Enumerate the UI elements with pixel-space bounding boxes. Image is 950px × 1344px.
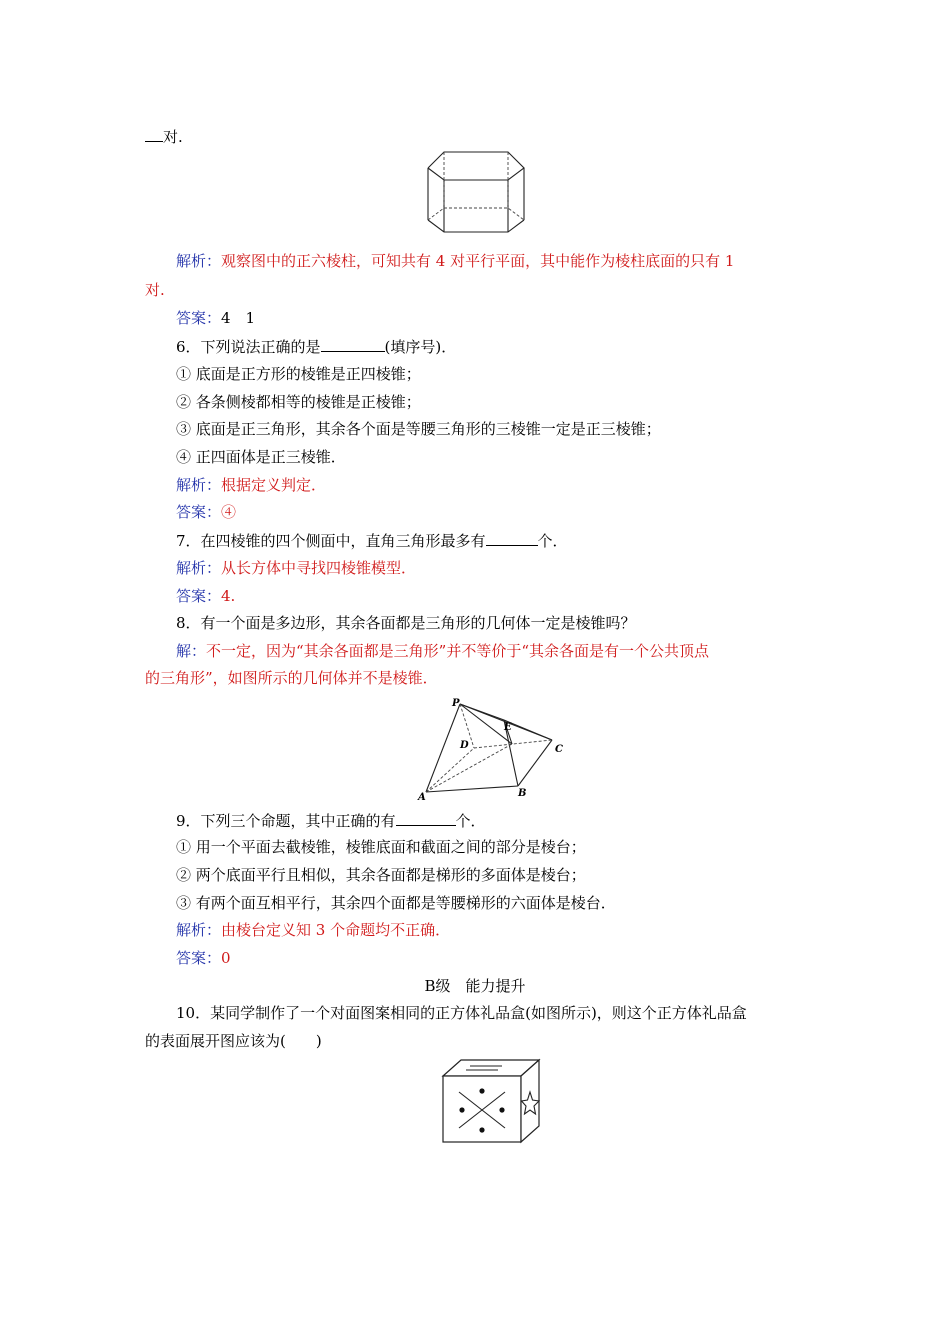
solution-label: 解析： [176,476,222,494]
polyhedron-figure [412,694,574,804]
q6-answer [176,502,236,522]
vertex-label-e: E [504,722,512,733]
q5-tail [145,126,183,147]
q7-stem-b: 个． [537,532,568,550]
vertex-label-p: P [452,698,460,709]
answer-value: 4 1 [221,309,256,327]
q7-answer [176,586,235,606]
solution-label: 解析： [176,559,222,577]
answer-label: 答案： [176,949,222,967]
q9-stem-b: 个． [455,812,486,830]
q6-stem-a: 6．下列说法正确的是 [176,338,321,356]
q10-stem-cont: 的表面展开图应该为( ) [145,1032,322,1050]
q9-stem [176,810,486,831]
vertex-label-c: C [555,744,563,755]
answer-label: 答案： [176,587,222,605]
q5-solution-cont: 对. [145,281,165,299]
solution-text: 由棱台定义知 3 个命题均不正确． [221,921,451,939]
section-heading: B级 能力提升 [424,977,526,995]
solution-text: 观察图中的正六棱柱，可知共有 4 对平行平面，其中能作为棱柱底面的只有 1 [221,252,735,270]
vertex-label-b: B [518,788,527,799]
q10-stem: 10．某同学制作了一个对面图案相同的正方体礼品盒(如图所示)，则这个正方体礼品盒 [176,1004,747,1022]
answer-label: 答案： [176,309,222,327]
q7-solution [176,558,416,578]
gift-box-figure [440,1058,544,1148]
q9-option-2: ② 两个底面平行且相似，其余各面都是梯形的多面体是棱台； [176,866,586,884]
answer-blank [321,336,385,352]
answer-blank [486,530,538,546]
q6-option-3: ③ 底面是正三角形，其余各个面是等腰三角形的三棱锥一定是正三棱锥； [176,420,661,438]
q8-solution-cont: 的三角形”，如图所示的几何体并不是棱锥． [145,669,438,687]
answer-blank [145,126,163,142]
q9-solution [176,920,450,940]
answer-blank [396,810,456,826]
solution-label: 解： [176,642,207,660]
answer-label: 答案： [176,503,222,521]
q7-stem [176,530,568,551]
answer-value: 0 [221,949,231,967]
solution-label: 解析： [176,921,222,939]
q8-stem: 8．有一个面是多边形，其余各面都是三角形的几何体一定是棱锥吗？ [176,614,636,632]
vertex-label-d: D [460,740,469,751]
q9-answer [176,948,231,968]
hexagonal-prism-figure [420,150,530,240]
solution-label: 解析： [176,252,222,270]
solution-text: 从长方体中寻找四棱锥模型． [221,559,417,577]
q9-option-1: ① 用一个平面去截棱锥，棱锥底面和截面之间的部分是棱台； [176,838,586,856]
q9-stem-a: 9．下列三个命题，其中正确的有 [176,812,396,830]
q5-solution [176,251,734,271]
q6-solution [176,475,326,495]
q5-answer [176,308,255,328]
answer-value: ④ [221,503,237,521]
answer-value: 4. [221,587,236,605]
q6-stem-b: (填序号)． [384,338,457,356]
q9-option-3: ③ 有两个面互相平行，其余四个面都是等腰梯形的六面体是棱台． [176,894,616,912]
q6-option-2: ② 各条侧棱都相等的棱锥是正棱锥； [176,393,421,411]
vertex-label-a: A [418,792,426,803]
solution-text: 根据定义判定． [221,476,327,494]
q5-end: 对. [163,128,183,146]
q7-stem-a: 7．在四棱锥的四个侧面中，直角三角形最多有 [176,532,486,550]
q6-option-1: ① 底面是正方形的棱锥是正四棱锥； [176,365,421,383]
q6-option-4: ④ 正四面体是正三棱锥． [176,448,346,466]
solution-text: 不一定，因为“其余各面都是三角形”并不等价于“其余各面是有一个公共顶点 [206,642,710,660]
q8-solution [176,641,709,661]
q6-stem [176,336,456,357]
